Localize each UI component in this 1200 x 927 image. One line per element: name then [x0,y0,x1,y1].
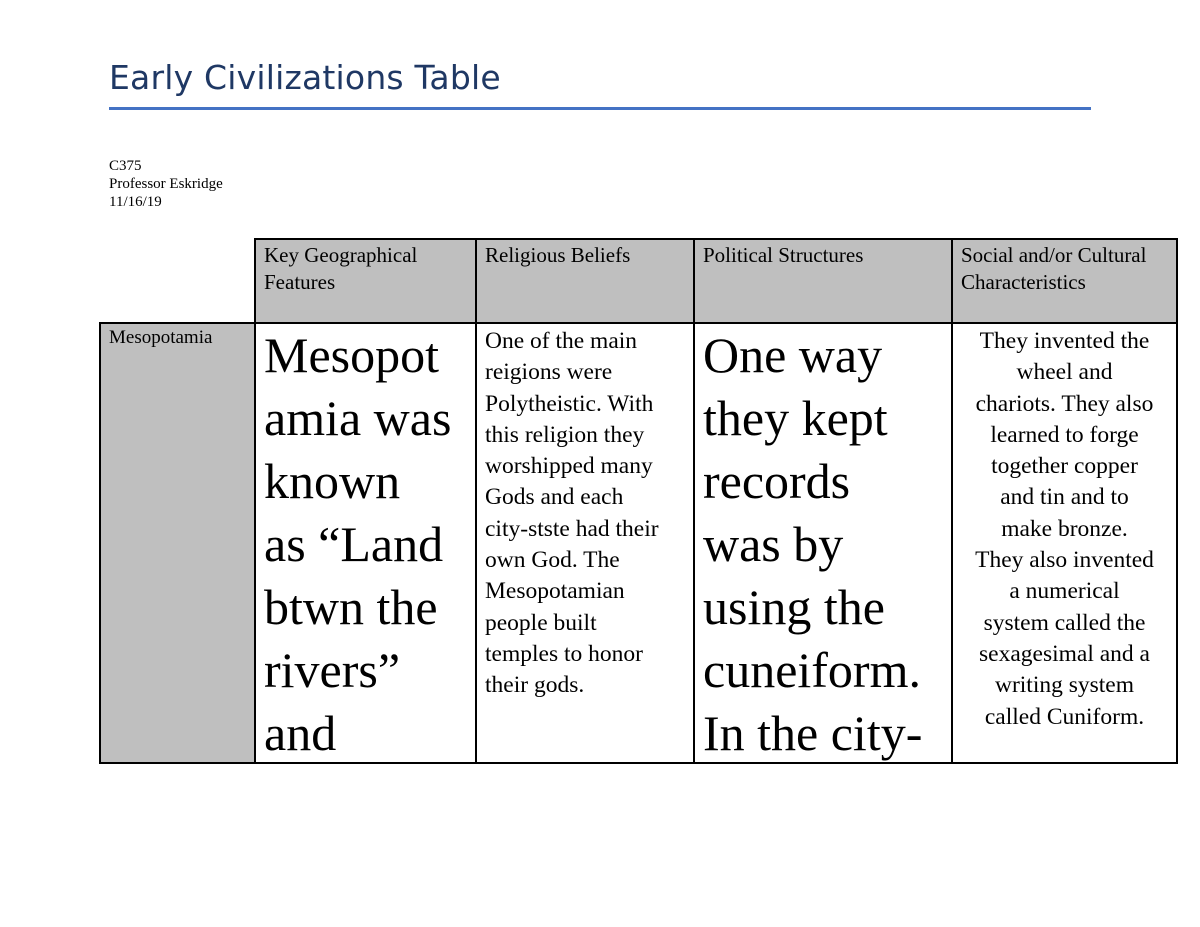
pol-line: they kept [703,390,888,446]
soc-line: make bronze. [1001,515,1128,542]
soc-line: chariots. They also [975,390,1154,417]
title-underline [109,107,1091,110]
rel-line: worshipped many [485,453,653,480]
pol-line: One way [703,327,883,383]
table-border-header-bottom [99,322,1178,324]
rel-line: their gods. [485,672,585,699]
soc-line: wheel and [1016,359,1113,386]
soc-line: writing system [994,672,1135,699]
document-date: 11/16/19 [109,194,162,210]
rel-line: One of the main [485,328,638,354]
soc-line: system called the [983,609,1146,636]
rel-line: reigions were [485,359,613,386]
cell-social [953,324,1176,762]
soc-line: and tin and to [1000,484,1129,511]
pol-line: was by [703,516,844,572]
geo-line: btwn the [264,579,438,635]
pol-line: cuneiform. [703,642,921,698]
soc-line: sexagesimal and a [979,640,1150,667]
document-title: Early Civilizations Table [109,58,501,97]
soc-line: together copper [991,453,1138,480]
professor-name: Professor Eskridge [109,176,223,192]
table-border-left [99,322,101,764]
geo-line: known [264,453,401,509]
header-religion-text: Religious Beliefs [485,243,631,267]
table-divider-3 [693,238,695,764]
soc-line: learned to forge [990,421,1139,448]
soc-line: a numerical [1009,578,1120,605]
soc-line: They also invented [975,547,1154,574]
geo-line: and [264,705,337,761]
header-political [695,240,951,322]
header-social [953,240,1176,322]
table-border-right [1176,238,1178,764]
course-code: C375 [109,158,142,174]
geo-line: Mesopot [264,327,439,383]
header-social-text: Social and/or Cultural Characteristics [961,243,1147,294]
row-label-text: Mesopotamia [109,327,213,348]
document-meta [109,157,223,211]
rel-line: Polytheistic. With [485,390,654,417]
soc-line: They invented the [979,328,1150,354]
rel-line: this religion they [485,421,645,448]
rel-line: temples to honor [485,640,643,667]
pol-line: In the city- [703,705,923,761]
rel-line: Gods and each [485,484,624,511]
cell-religion [477,324,693,762]
geo-line: as “Land [264,516,444,572]
rel-line: people built [485,609,597,636]
table-divider-2 [475,238,477,764]
rel-line: city-stste had their [485,515,659,542]
geo-line: amia was [264,390,452,446]
table-border-top [254,238,1178,240]
rel-line: Mesopotamian [485,578,625,605]
geo-line: rivers” [264,642,401,698]
header-geography [256,240,475,322]
table-divider-4 [951,238,953,764]
table-divider-1 [254,238,256,764]
header-religion [477,240,693,322]
row-label-mesopotamia [101,324,254,762]
cell-political [695,324,951,762]
soc-line: called Cuniform. [984,703,1145,730]
rel-line: own God. The [485,547,620,574]
cell-geography [256,324,475,762]
pol-line: using the [703,579,885,635]
header-geography-text: Key Geographical Features [264,243,418,294]
header-political-text: Political Structures [703,243,864,267]
table-border-bottom [99,762,1178,764]
pol-line: records [703,453,851,509]
